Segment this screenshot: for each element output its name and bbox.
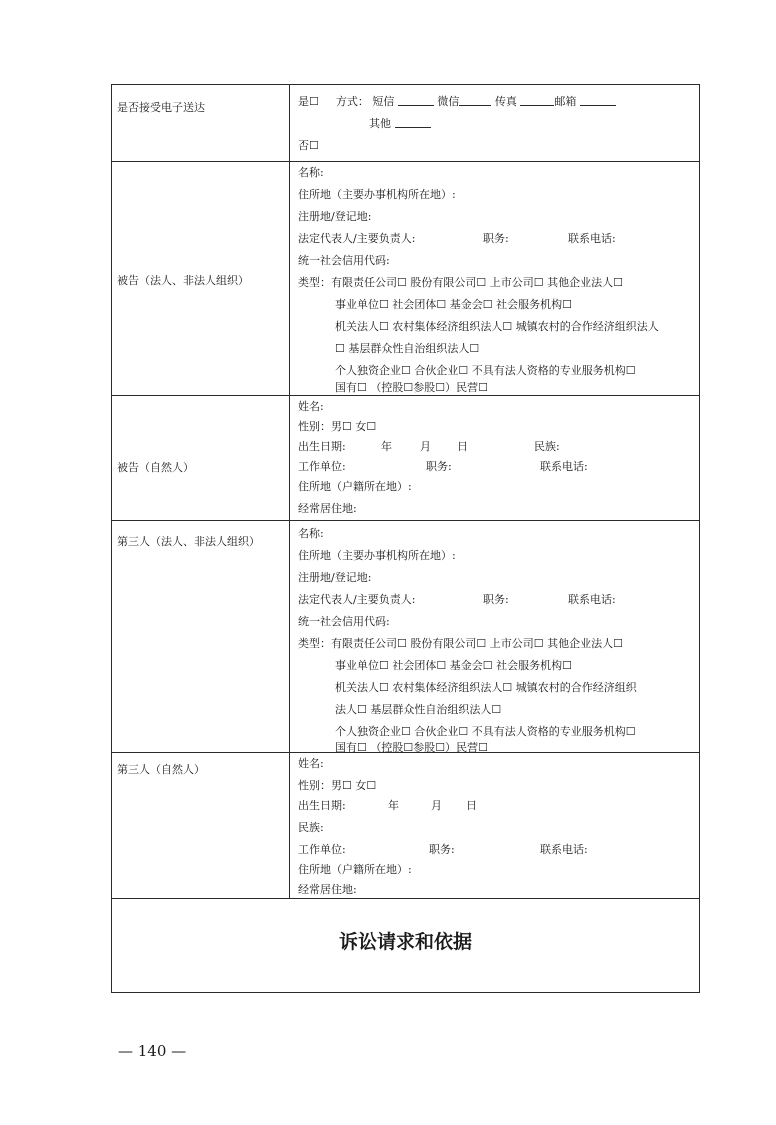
name-field: 姓名: (298, 757, 324, 770)
sms-label: 短信 (372, 95, 395, 108)
label-text: 第三人（法人、非法人组织） (117, 535, 260, 548)
fax-blank[interactable] (520, 95, 554, 106)
row-label (112, 753, 290, 898)
row-content (290, 753, 699, 898)
birth-field: 出生日期: (298, 440, 346, 453)
type-line: 事业单位☐ 社会团体☐ 基金会☐ 社会服务机构☐ (335, 298, 572, 311)
other-blank[interactable] (395, 117, 431, 128)
gender-field: 性别：男☐ 女☐ (298, 779, 377, 792)
label-text: 被告（法人、非法人组织） (117, 274, 249, 287)
service-line-1 (298, 95, 616, 109)
row-label (112, 521, 290, 752)
year-label: 年 (388, 799, 399, 812)
no-checkbox-label[interactable]: 否☐ (298, 139, 319, 152)
phone-field: 联系电话: (568, 593, 616, 606)
residence-field: 经常居住地: (298, 883, 357, 896)
row-content (290, 396, 699, 520)
type-line: 国有☐ （控股☐参股☐）民营☐ (335, 741, 488, 754)
yes-checkbox-label[interactable]: 是☐ (298, 95, 319, 108)
email-label: 邮箱 (554, 95, 577, 108)
name-field: 名称: (298, 166, 324, 179)
credit-code-field: 统一社会信用代码: (298, 254, 390, 267)
page-number: — 140 — (118, 1042, 187, 1060)
position-field: 职务: (483, 593, 509, 606)
row-third-party-org (112, 521, 699, 753)
email-blank[interactable] (580, 95, 616, 106)
residence-field: 经常居住地: (298, 502, 357, 515)
name-field: 姓名: (298, 400, 324, 413)
type-line: 类型：有限责任公司☐ 股份有限公司☐ 上市公司☐ 其他企业法人☐ (298, 276, 623, 289)
name-field: 名称: (298, 527, 324, 540)
service-line-2 (369, 117, 431, 131)
claims-heading: 诉讼请求和依据 (338, 931, 472, 953)
work-field: 工作单位: (298, 460, 346, 473)
position-field: 职务: (426, 460, 452, 473)
wechat-label: 微信 (437, 95, 460, 108)
label-text: 被告（自然人） (117, 461, 194, 474)
work-field: 工作单位: (298, 843, 346, 856)
row-defendant-org (112, 162, 699, 396)
year-label: 年 (381, 440, 392, 453)
row-label (112, 162, 290, 395)
month-label: 月 (431, 799, 442, 812)
type-line: 事业单位☐ 社会团体☐ 基金会☐ 社会服务机构☐ (335, 659, 572, 672)
row-label (112, 396, 290, 520)
label-text: 是否接受电子送达 (117, 101, 205, 114)
type-line: ☐ 基层群众性自治组织法人☐ (335, 342, 480, 355)
registered-field: 注册地/登记地: (298, 571, 372, 584)
position-field: 职务: (483, 232, 509, 245)
address-field: 住所地（主要办事机构所在地）: (298, 549, 456, 562)
row-label (112, 85, 290, 161)
sms-blank[interactable] (398, 95, 434, 106)
row-content (290, 85, 699, 161)
type-line: 法人☐ 基层群众性自治组织法人☐ (335, 703, 502, 716)
row-claims (112, 899, 699, 992)
month-label: 月 (420, 440, 431, 453)
row-content (290, 521, 699, 752)
ethnicity-field: 民族: (298, 821, 324, 834)
type-line: 个人独资企业☐ 合伙企业☐ 不具有法人资格的专业服务机构☐ (335, 364, 636, 377)
form-table (111, 84, 700, 993)
address-field: 住所地（主要办事机构所在地）: (298, 188, 456, 201)
legal-rep-field: 法定代表人/主要负责人: (298, 593, 416, 606)
row-electronic-service (112, 85, 699, 162)
type-line: 类型：有限责任公司☐ 股份有限公司☐ 上市公司☐ 其他企业法人☐ (298, 637, 623, 650)
other-label: 其他 (369, 117, 391, 130)
method-label: 方式： (335, 95, 369, 108)
type-line: 机关法人☐ 农村集体经济组织法人☐ 城镇农村的合作经济组织法人 (335, 320, 659, 333)
credit-code-field: 统一社会信用代码: (298, 615, 390, 628)
wechat-blank[interactable] (459, 95, 491, 106)
type-line: 机关法人☐ 农村集体经济组织法人☐ 城镇农村的合作经济组织 (335, 681, 637, 694)
registered-field: 注册地/登记地: (298, 210, 372, 223)
legal-rep-field: 法定代表人/主要负责人: (298, 232, 416, 245)
day-label: 日 (457, 440, 468, 453)
phone-field: 联系电话: (568, 232, 616, 245)
row-defendant-person (112, 396, 699, 521)
gender-field: 性别：男☐ 女☐ (298, 420, 377, 433)
day-label: 日 (466, 799, 477, 812)
ethnicity-field: 民族: (534, 440, 560, 453)
type-line: 个人独资企业☐ 合伙企业☐ 不具有法人资格的专业服务机构☐ (335, 725, 636, 738)
fax-label: 传真 (494, 95, 517, 108)
row-third-party-person (112, 753, 699, 899)
domicile-field: 住所地（户籍所在地）: (298, 863, 412, 876)
label-text: 第三人（自然人） (117, 763, 205, 776)
type-line: 国有☐ （控股☐参股☐）民营☐ (335, 381, 488, 394)
domicile-field: 住所地（户籍所在地）: (298, 480, 412, 493)
birth-field: 出生日期: (298, 799, 346, 812)
row-content (290, 162, 699, 395)
position-field: 职务: (429, 843, 455, 856)
phone-field: 联系电话: (540, 843, 588, 856)
phone-field: 联系电话: (540, 460, 588, 473)
